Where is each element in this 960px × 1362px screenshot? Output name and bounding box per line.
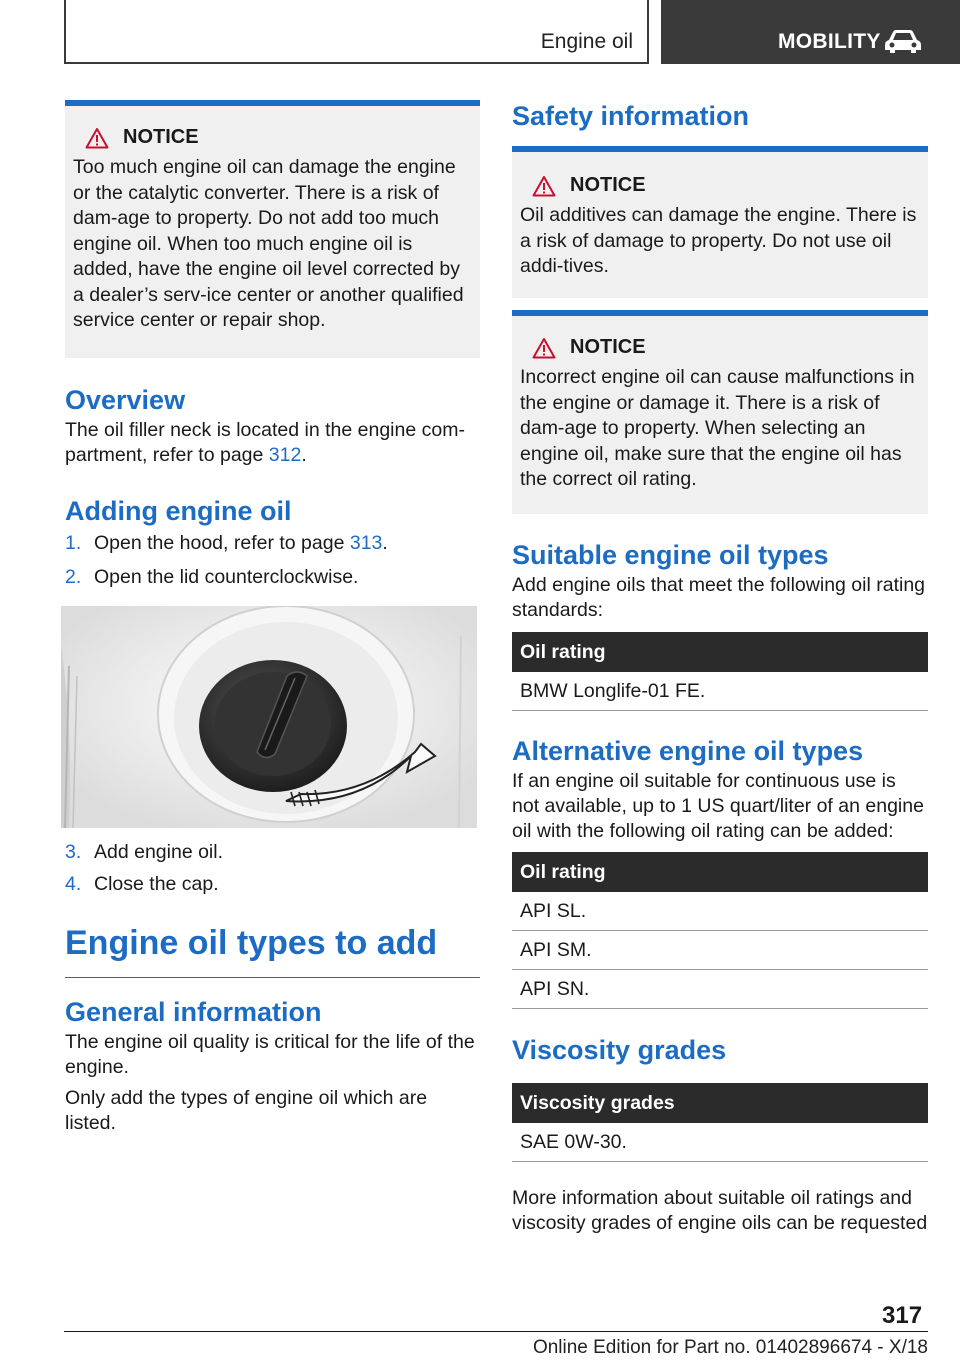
header-section-tab <box>64 0 649 64</box>
suitable-oil-text: Add engine oils that meet the following oil rating standards: <box>512 574 926 621</box>
step-item: 2. Open the lid counterclockwise. <box>65 566 359 588</box>
general-info-text-2: Only add the types of engine oil which are listed. <box>65 1087 428 1134</box>
table-row: SAE 0W-30. <box>512 1123 928 1162</box>
warning-icon <box>532 337 556 359</box>
notice-text: Incorrect engine oil can cause malfunctions in the engine or damage it. There is a risk of dam‐age to property. When selecting an engine oil, make sure that the engine oil has the correct oil rating. <box>520 366 915 490</box>
table-header: Oil rating <box>512 632 928 672</box>
page-number: 317 <box>882 1302 923 1329</box>
safety-info-heading: Safety information <box>512 100 928 152</box>
suitable-oil-heading: Suitable engine oil types <box>512 540 829 570</box>
general-info-heading: General information <box>65 997 322 1027</box>
general-info-text: The engine oil quality is critical for the life of the engine. <box>65 1031 475 1078</box>
notice-box <box>512 310 928 514</box>
overview-heading: Overview <box>65 385 186 415</box>
page-link-312[interactable]: 312 <box>268 444 302 466</box>
notice-label: NOTICE <box>570 174 646 196</box>
more-info-text: More information about suitable oil ratings and viscosity grades of engine oils can be requested <box>512 1187 928 1234</box>
right-column <box>512 100 928 1236</box>
step-item: 1. Open the hood, refer to page 313. <box>65 532 388 554</box>
step-item: 4. Close the cap. <box>65 873 219 895</box>
viscosity-heading: Viscosity grades <box>512 1035 727 1065</box>
page-link-313[interactable]: 313 <box>349 532 383 554</box>
alternative-oil-text: If an engine oil suitable for continuous use is not available, up to 1 US quart/liter of an engine oil with the following oil rating can be added: <box>512 770 924 842</box>
table-header: Viscosity grades <box>512 1083 928 1123</box>
table-row: API SN. <box>512 970 928 1009</box>
notice-text: Oil additives can damage the engine. There is a risk of damage to property. Do not use oil addi‐tives. <box>520 204 917 277</box>
footer-divider <box>64 1331 928 1332</box>
table-row: BMW Longlife-01 FE. <box>512 672 928 711</box>
warning-icon <box>532 175 556 197</box>
step-item: 3. Add engine oil. <box>65 841 224 863</box>
notice-heading <box>520 174 920 197</box>
table-header: Oil rating <box>512 852 928 892</box>
car-icon <box>883 28 923 54</box>
notice-box <box>65 100 480 358</box>
notice-box <box>512 152 928 298</box>
oil-filler-cap-image <box>61 606 477 828</box>
notice-label: NOTICE <box>123 126 199 148</box>
alternative-oil-heading: Alternative engine oil types <box>512 736 864 766</box>
header-section-label: Engine oil <box>540 30 633 53</box>
adding-oil-heading: Adding engine oil <box>65 496 292 526</box>
notice-heading <box>73 126 472 149</box>
oil-types-heading: Engine oil types to add <box>65 923 480 978</box>
header-chapter-label: MOBILITY <box>778 30 881 53</box>
left-column-lower <box>65 840 480 1136</box>
table-row: API SL. <box>512 892 928 931</box>
notice-text: Too much engine oil can damage the engine or the catalytic converter. There is a risk of dam‐age to property. Do not add too much engine oil. When too much engine oil is added, have the engine oil level corrected by a dealer’s serv‐ice center or another qualified service center or repair shop. <box>73 156 464 331</box>
warning-icon <box>85 127 109 149</box>
notice-label: NOTICE <box>570 336 646 358</box>
footer-edition: Online Edition for Part no. 01402896674 - X/18 <box>532 1337 928 1358</box>
overview-text: The oil filler neck is located in the engine com‐partment, refer to page 312. <box>65 419 465 466</box>
table-row: API SM. <box>512 931 928 970</box>
notice-heading <box>520 336 920 359</box>
left-column <box>65 100 480 590</box>
